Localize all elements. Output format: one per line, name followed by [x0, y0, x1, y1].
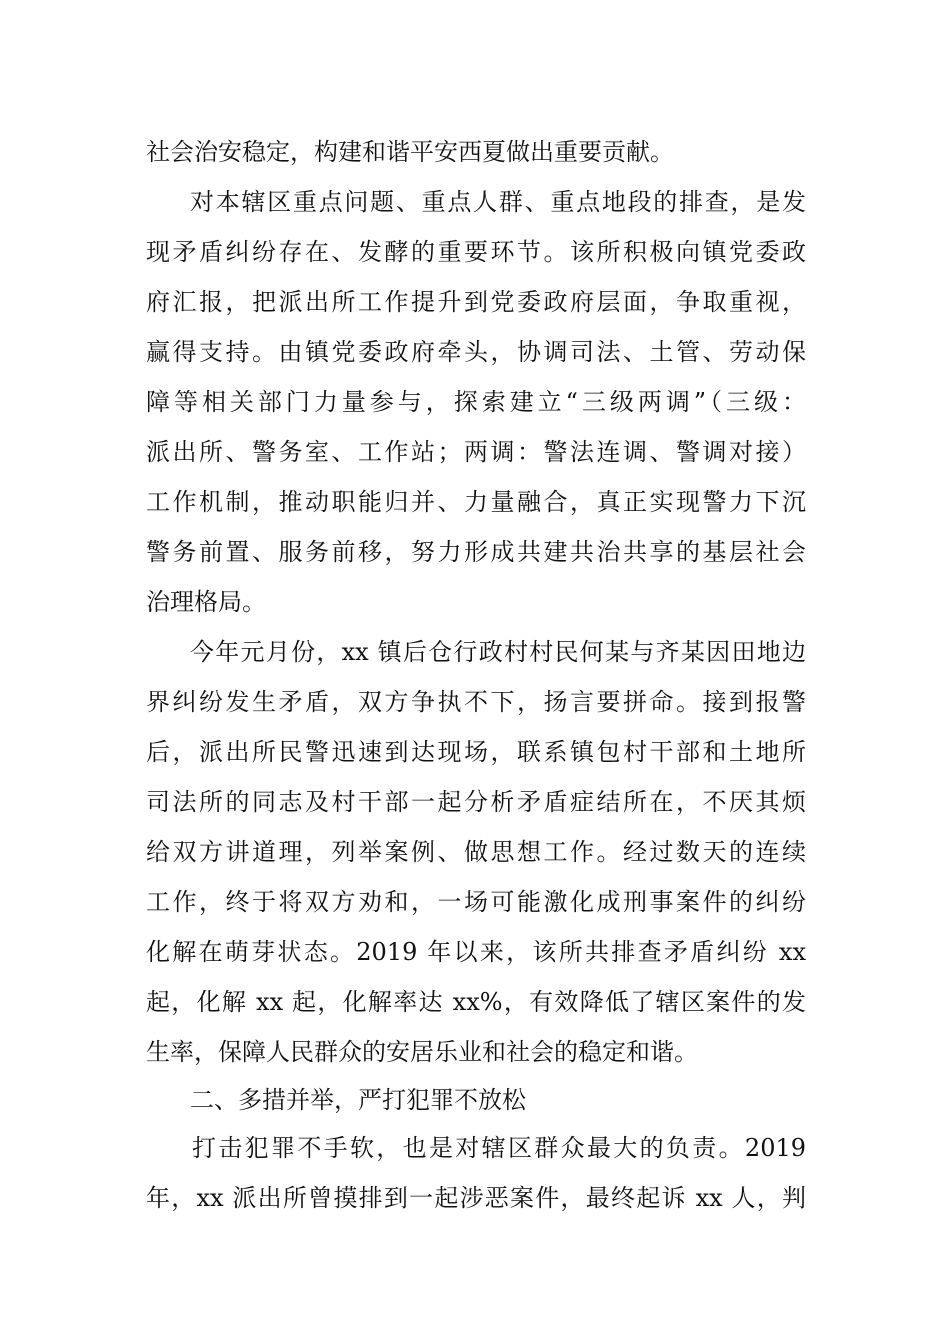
text-line: 赢得支持。由镇党委政府牵头，协调司法、土管、劳动保: [146, 338, 806, 366]
text-line: 社会治安稳定，构建和谐平安西夏做出重要贡献。: [146, 138, 674, 166]
text-line: 给双方讲道理，列举案例、做思想工作。经过数天的连续: [146, 838, 806, 866]
text-line: 界纠纷发生矛盾，双方争执不下，扬言要拼命。接到报警: [146, 688, 806, 716]
text-line: 起，化解 xx 起，化解率达 xx%，有效降低了辖区案件的发: [146, 988, 806, 1016]
text-line: 司法所的同志及村干部一起分析矛盾症结所在，不厌其烦: [146, 788, 806, 816]
text-line: 障等相关部门力量参与，探索建立“三级两调”（三级：: [146, 388, 806, 416]
text-line: 生率，保障人民群众的安居乐业和社会的稳定和谐。: [146, 1038, 698, 1066]
text-line: 对本辖区重点问题、重点人群、重点地段的排查，是发: [190, 188, 806, 216]
text-line: 治理格局。: [146, 588, 266, 616]
text-line: 府汇报，把派出所工作提升到党委政府层面，争取重视，: [146, 288, 806, 316]
section-heading: 二、多措并举，严打犯罪不放松: [190, 1086, 526, 1114]
text-line: 今年元月份，xx 镇后仓行政村村民何某与齐某因田地边: [190, 638, 806, 666]
text-line: 工作，终于将双方劝和，一场可能激化成刑事案件的纠纷: [146, 888, 806, 916]
text-line: 警务前置、服务前移，努力形成共建共治共享的基层社会: [146, 538, 806, 566]
text-line: 年，xx 派出所曾摸排到一起涉恶案件，最终起诉 xx 人，判: [146, 1184, 806, 1212]
text-line: 现矛盾纠纷存在、发酵的重要环节。该所积极向镇党委政: [146, 238, 806, 266]
text-line: 后，派出所民警迅速到达现场，联系镇包村干部和土地所: [146, 738, 806, 766]
text-line: 化解在萌芽状态。2019 年以来，该所共排查矛盾纠纷 xx: [146, 938, 806, 966]
text-line: 工作机制，推动职能归并、力量融合，真正实现警力下沉: [146, 488, 806, 516]
text-line: 派出所、警务室、工作站；两调：警法连调、警调对接）: [146, 438, 806, 466]
text-line: 打击犯罪不手软，也是对辖区群众最大的负责。2019: [192, 1134, 806, 1162]
